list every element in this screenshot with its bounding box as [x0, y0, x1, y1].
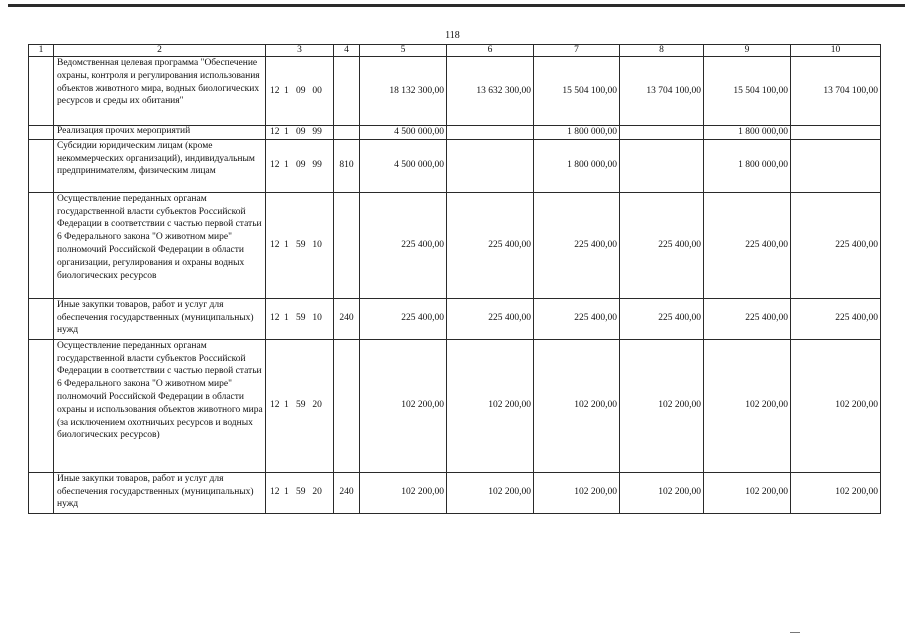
index-cell [29, 126, 54, 140]
value-cell [447, 139, 534, 192]
value-cell: 1 800 000,00 [704, 139, 791, 192]
value-cell: 102 200,00 [360, 339, 447, 472]
table-row [29, 339, 881, 472]
expense-type-cell: 810 [334, 139, 360, 192]
value-cell: 1 800 000,00 [534, 126, 620, 140]
code-cell: 12 1 09 99 [266, 139, 334, 192]
value-cell: 225 400,00 [704, 298, 791, 339]
value-cell: 102 200,00 [704, 472, 791, 513]
value-cell: 225 400,00 [620, 298, 704, 339]
table-row [29, 298, 881, 339]
value-cell: 1 800 000,00 [704, 126, 791, 140]
value-cell [791, 139, 881, 192]
index-cell [29, 339, 54, 472]
expense-type-cell [334, 126, 360, 140]
scan-speck [790, 632, 800, 633]
index-cell [29, 57, 54, 126]
value-cell [447, 126, 534, 140]
value-cell: 225 400,00 [447, 192, 534, 298]
budget-table [28, 44, 881, 514]
row-name: Иные закупки товаров, работ и услуг для обеспечения государственных (муниципальных) нужд [54, 472, 266, 513]
column-header: 2 [54, 45, 266, 57]
code-cell: 12 1 59 20 [266, 339, 334, 472]
column-header: 1 [29, 45, 54, 57]
expense-type-cell: 240 [334, 298, 360, 339]
value-cell: 13 704 100,00 [791, 57, 881, 126]
value-cell: 225 400,00 [360, 192, 447, 298]
expense-type-cell [334, 57, 360, 126]
column-header: 8 [620, 45, 704, 57]
code-cell: 12 1 09 99 [266, 126, 334, 140]
column-header: 5 [360, 45, 447, 57]
column-header: 9 [704, 45, 791, 57]
index-cell [29, 192, 54, 298]
index-cell [29, 298, 54, 339]
table-row [29, 192, 881, 298]
value-cell: 225 400,00 [447, 298, 534, 339]
value-cell: 102 200,00 [620, 472, 704, 513]
value-cell: 102 200,00 [534, 472, 620, 513]
top-border-rule [8, 4, 905, 7]
table-row [29, 126, 881, 140]
value-cell: 13 632 300,00 [447, 57, 534, 126]
row-name: Иные закупки товаров, работ и услуг для обеспечения государственных (муниципальных) нужд [54, 298, 266, 339]
expense-type-cell [334, 339, 360, 472]
value-cell: 1 800 000,00 [534, 139, 620, 192]
table-row [29, 57, 881, 126]
code-cell: 12 1 59 10 [266, 192, 334, 298]
value-cell [620, 139, 704, 192]
value-cell: 102 200,00 [447, 339, 534, 472]
value-cell: 102 200,00 [791, 472, 881, 513]
value-cell: 225 400,00 [620, 192, 704, 298]
value-cell: 225 400,00 [534, 192, 620, 298]
page-number: 118 [445, 30, 460, 41]
table-row [29, 472, 881, 513]
value-cell: 225 400,00 [791, 192, 881, 298]
value-cell: 102 200,00 [534, 339, 620, 472]
row-name: Реализация прочих мероприятий [54, 126, 266, 140]
row-name: Осуществление переданных органам государственной власти субъектов Российской Федерации в соответствии с частью первой статьи 6 Федерального закона "О животном мире" полномочий Российской Федерации в области охраны и использования объектов животного мира (за исключением охотничьих ресурсов и водных биологических ресурсов) [54, 339, 266, 472]
value-cell [620, 126, 704, 140]
expense-type-cell [334, 192, 360, 298]
expense-type-cell: 240 [334, 472, 360, 513]
column-header: 7 [534, 45, 620, 57]
code-cell: 12 1 59 10 [266, 298, 334, 339]
index-cell [29, 472, 54, 513]
value-cell [791, 126, 881, 140]
value-cell: 4 500 000,00 [360, 126, 447, 140]
column-header: 6 [447, 45, 534, 57]
column-header: 3 [266, 45, 334, 57]
value-cell: 102 200,00 [620, 339, 704, 472]
value-cell: 4 500 000,00 [360, 139, 447, 192]
value-cell: 102 200,00 [447, 472, 534, 513]
value-cell: 15 504 100,00 [704, 57, 791, 126]
code-cell: 12 1 59 20 [266, 472, 334, 513]
row-name: Ведомственная целевая программа "Обеспечение охраны, контроля и регулирования использования объектов животного мира, водных биологических ресурсов и среды их обитания" [54, 57, 266, 126]
column-header: 4 [334, 45, 360, 57]
value-cell: 15 504 100,00 [534, 57, 620, 126]
value-cell: 225 400,00 [704, 192, 791, 298]
value-cell: 102 200,00 [791, 339, 881, 472]
code-cell: 12 1 09 00 [266, 57, 334, 126]
value-cell: 225 400,00 [534, 298, 620, 339]
value-cell: 225 400,00 [791, 298, 881, 339]
row-name: Осуществление переданных органам государственной власти субъектов Российской Федерации в соответствии с частью первой статьи 6 Федерального закона "О животном мире" полномочий Российской Федерации в области организации, регулирования и охраны водных биологических ресурсов [54, 192, 266, 298]
table-header-row [29, 45, 881, 57]
table-row [29, 139, 881, 192]
value-cell: 18 132 300,00 [360, 57, 447, 126]
column-header: 10 [791, 45, 881, 57]
row-name: Субсидии юридическим лицам (кроме некоммерческих организаций), индивидуальным предпринимателям, физическим лицам [54, 139, 266, 192]
value-cell: 225 400,00 [360, 298, 447, 339]
value-cell: 102 200,00 [704, 339, 791, 472]
index-cell [29, 139, 54, 192]
value-cell: 102 200,00 [360, 472, 447, 513]
value-cell: 13 704 100,00 [620, 57, 704, 126]
